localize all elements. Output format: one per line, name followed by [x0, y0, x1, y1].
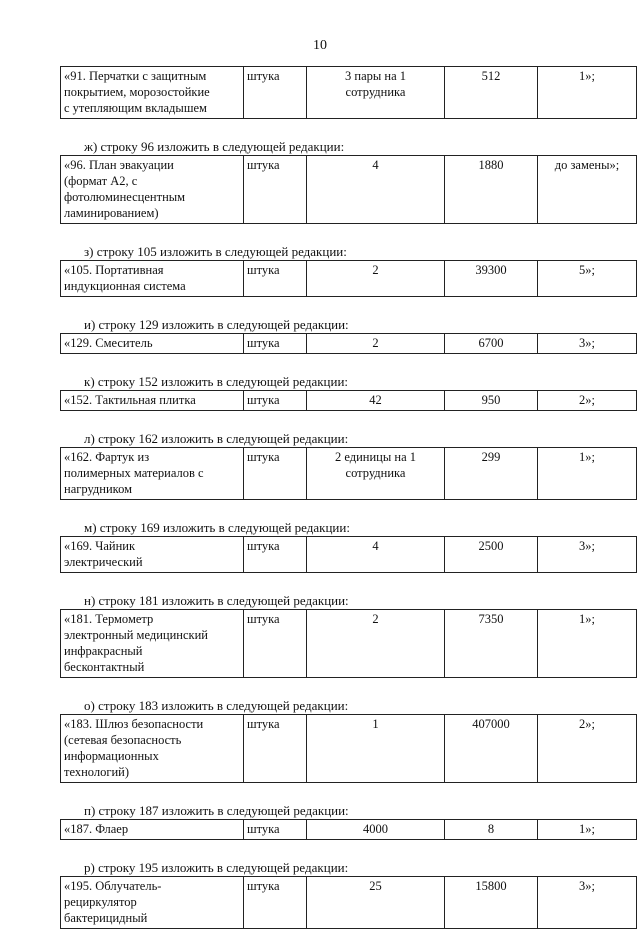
row-term: 2»; — [538, 715, 637, 783]
instruction-line: о) строку 183 изложить в следующей редакции: — [84, 698, 349, 713]
row-name: «195. Облучатель- рециркулятор бактерицидный — [61, 877, 244, 929]
row-unit: штука — [244, 610, 307, 678]
row-term: 2»; — [538, 391, 637, 411]
instruction-line: н) строку 181 изложить в следующей редакции: — [84, 593, 349, 608]
row-unit: штука — [244, 67, 307, 119]
row-name: «96. План эвакуации (формат А2, с фотолюминесцентным ламинированием) — [61, 156, 244, 224]
row-unit: штука — [244, 715, 307, 783]
row-term: 1»; — [538, 448, 637, 500]
row-quantity: 2 — [307, 261, 445, 297]
instruction-line: и) строку 129 изложить в следующей редакции: — [84, 317, 349, 332]
table-row-181 — [60, 609, 637, 678]
row-price: 6700 — [445, 334, 538, 354]
row-term: 1»; — [538, 67, 637, 119]
row-price: 15800 — [445, 877, 538, 929]
instruction-line: п) строку 187 изложить в следующей редакции: — [84, 803, 349, 818]
instruction-line: к) строку 152 изложить в следующей редакции: — [84, 374, 349, 389]
row-unit: штука — [244, 334, 307, 354]
instruction-line: р) строку 195 изложить в следующей редакции: — [84, 860, 349, 875]
row-price: 7350 — [445, 610, 538, 678]
row-quantity: 25 — [307, 877, 445, 929]
page-number: 10 — [313, 38, 327, 53]
table-row-187 — [60, 819, 637, 840]
instruction-line: з) строку 105 изложить в следующей редакции: — [84, 244, 347, 259]
row-quantity: 2 — [307, 334, 445, 354]
row-unit: штука — [244, 391, 307, 411]
table-row-183 — [60, 714, 637, 783]
row-name: «181. Термометр электронный медицинский инфракрасный бесконтактный — [61, 610, 244, 678]
row-price: 299 — [445, 448, 538, 500]
table-row-169 — [60, 536, 637, 573]
row-price: 512 — [445, 67, 538, 119]
row-name: «183. Шлюз безопасности (сетевая безопасность информационных технологий) — [61, 715, 244, 783]
instruction-line: м) строку 169 изложить в следующей редакции: — [84, 520, 350, 535]
row-name: «129. Смеситель — [61, 334, 244, 354]
row-term: 3»; — [538, 877, 637, 929]
row-quantity: 1 — [307, 715, 445, 783]
row-price: 2500 — [445, 537, 538, 573]
row-unit: штука — [244, 156, 307, 224]
row-unit: штука — [244, 261, 307, 297]
instruction-line: л) строку 162 изложить в следующей редакции: — [84, 431, 349, 446]
row-name: «105. Портативная индукционная система — [61, 261, 244, 297]
table-row-129 — [60, 333, 637, 354]
document-body — [60, 66, 620, 929]
row-name: «91. Перчатки с защитным покрытием, морозостойкие с утепляющим вкладышем — [61, 67, 244, 119]
table-row-195 — [60, 876, 637, 929]
table-row-96 — [60, 155, 637, 224]
table-row-105 — [60, 260, 637, 297]
row-unit: штука — [244, 877, 307, 929]
table-row-91 — [60, 66, 637, 119]
row-term: 3»; — [538, 537, 637, 573]
row-quantity: 3 пары на 1 сотрудника — [307, 67, 445, 119]
row-quantity: 2 единицы на 1 сотрудника — [307, 448, 445, 500]
row-price: 39300 — [445, 261, 538, 297]
row-quantity: 2 — [307, 610, 445, 678]
row-term: до замены»; — [538, 156, 637, 224]
row-quantity: 4 — [307, 537, 445, 573]
row-price: 407000 — [445, 715, 538, 783]
row-quantity: 4000 — [307, 820, 445, 840]
row-price: 8 — [445, 820, 538, 840]
row-term: 5»; — [538, 261, 637, 297]
row-name: «162. Фартук из полимерных материалов с нагрудником — [61, 448, 244, 500]
table-row-152 — [60, 390, 637, 411]
row-name: «187. Флаер — [61, 820, 244, 840]
row-unit: штука — [244, 820, 307, 840]
row-name: «169. Чайник электрический — [61, 537, 244, 573]
table-row-162 — [60, 447, 637, 500]
row-term: 3»; — [538, 334, 637, 354]
row-name: «152. Тактильная плитка — [61, 391, 244, 411]
row-price: 950 — [445, 391, 538, 411]
row-quantity: 4 — [307, 156, 445, 224]
row-price: 1880 — [445, 156, 538, 224]
instruction-line: ж) строку 96 изложить в следующей редакции: — [84, 139, 345, 154]
row-term: 1»; — [538, 820, 637, 840]
row-quantity: 42 — [307, 391, 445, 411]
row-term: 1»; — [538, 610, 637, 678]
row-unit: штука — [244, 537, 307, 573]
row-unit: штука — [244, 448, 307, 500]
